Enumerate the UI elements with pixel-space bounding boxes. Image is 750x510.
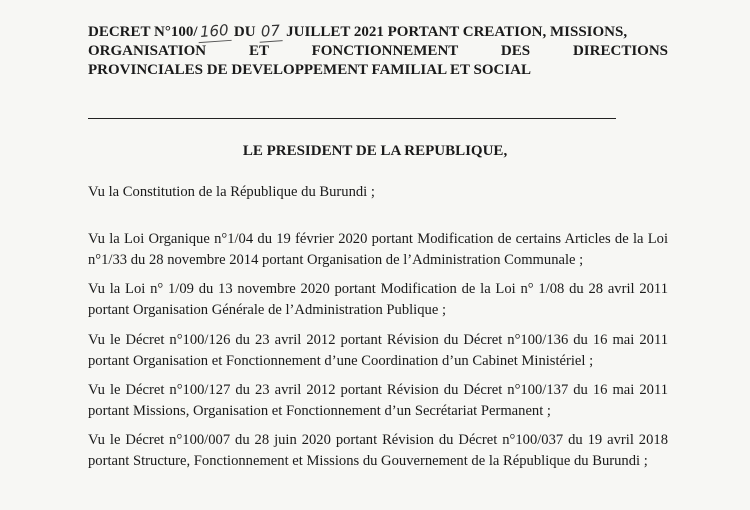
visa-paragraph-5: Vu le Décret n°100/127 du 23 avril 2012 portant Révision du Décret n°100/137 du 16 mai 2011 portant Missions, Organisation et Fonctionnement d’un Secrétariat Permanent ; [88, 382, 668, 419]
decree-title-line-1: DECRET N°100/160 DU 07 JUILLET 2021 PORTANT CREATION, MISSIONS, [88, 22, 668, 42]
handwritten-decree-day: 07 [259, 21, 283, 43]
visa-paragraph-2: Vu la Loi Organique n°1/04 du 19 février 2020 portant Modification de certains Articles de la Loi n°1/33 du 28 novembre 2014 portant Organisation de l’Administration Communale ; [88, 231, 668, 268]
decree-title-line-3: PROVINCIALES DE DEVELOPPEMENT FAMILIAL ET SOCIAL [88, 62, 531, 78]
handwritten-decree-number: 160 [197, 21, 231, 43]
title-separator-rule [88, 118, 616, 119]
president-heading: LE PRESIDENT DE LA REPUBLIQUE, [242, 143, 508, 159]
decree-title-line-2: ORGANISATION ET FONCTIONNEMENT DES DIRECTIONS [88, 43, 668, 59]
decree-title [88, 22, 668, 80]
visa-paragraph-4: Vu le Décret n°100/126 du 23 avril 2012 portant Révision du Décret n°100/136 du 16 mai 2011 portant Organisation et Fonctionnement d’une Coordination d’un Cabinet Ministériel ; [88, 332, 668, 369]
visa-paragraph-1: Vu la Constitution de la République du Burundi ; [88, 184, 375, 200]
visa-paragraph-3: Vu la Loi n° 1/09 du 13 novembre 2020 portant Modification de la Loi n° 1/08 du 28 avril 2011 portant Organisation Générale de l’Administration Publique ; [88, 281, 668, 318]
visa-paragraph-6: Vu le Décret n°100/007 du 28 juin 2020 portant Révision du Décret n°100/037 du 19 avril 2018 portant Structure, Fonctionnement et Missions du Gouvernement de la République du Burundi ; [88, 432, 668, 469]
